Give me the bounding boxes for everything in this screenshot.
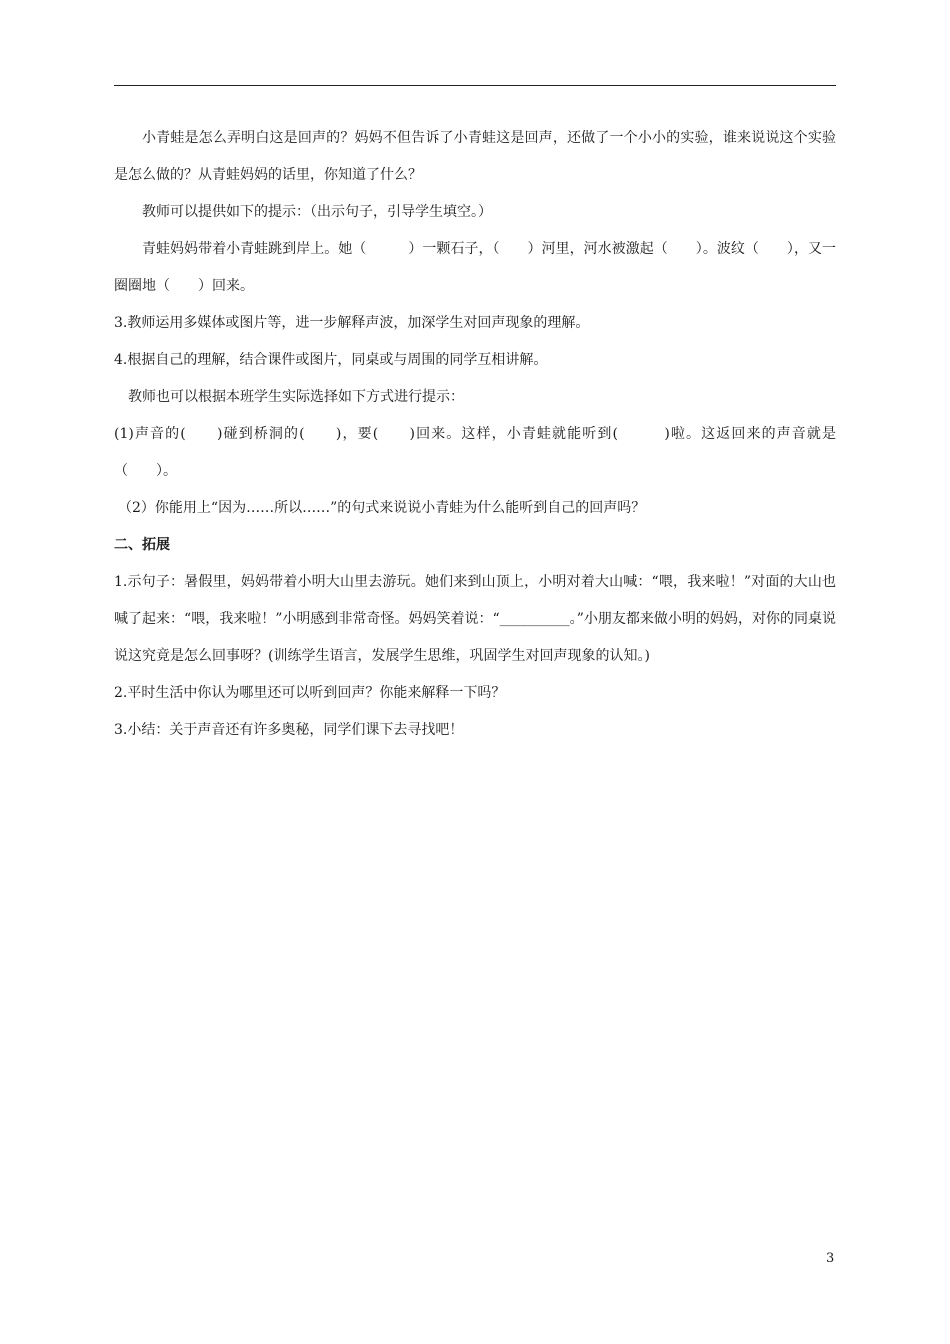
paragraph-option-2: （2）你能用上“因为……所以……”的句式来说说小青蛙为什么能听到自己的回声吗？ xyxy=(118,500,646,516)
paragraph-teacher-options: 教师也可以根据本班学生实际选择如下方式进行提示： xyxy=(128,389,464,405)
header-rule xyxy=(114,85,836,86)
paragraph-extension-2: 2.平时生活中你认为哪里还可以听到回声？你能来解释一下吗？ xyxy=(114,685,506,701)
paragraph-summary: 3.小结：关于声音还有许多奥秘，同学们课下去寻找吧！ xyxy=(114,722,464,738)
paragraph-option-1: (1)声音的( )碰到桥洞的( )，要( )回来。这样，小青蛙就能听到( )啦。这返回来的声音就是（ ）。 xyxy=(114,426,836,479)
paragraph-frog-question: 小青蛙是怎么弄明白这是回声的？妈妈不但告诉了小青蛙这是回声，还做了一个小小的实验，谁来说说这个实验是怎么做的？从青蛙妈妈的话里，你知道了什么？ xyxy=(114,130,836,183)
section-heading-extension: 二、拓展 xyxy=(114,537,170,553)
paragraph-step-3: 3.教师运用多媒体或图片等，进一步解释声波，加深学生对回声现象的理解。 xyxy=(114,315,590,331)
paragraph-teacher-hint: 教师可以提供如下的提示：（出示句子，引导学生填空。） xyxy=(142,204,492,220)
document-body xyxy=(114,120,836,749)
paragraph-extension-1: 1.示句子：暑假里，妈妈带着小明大山里去游玩。她们来到山顶上，小明对着大山喊：“喂，我来啦！”对面的大山也喊了起来：“喂，我来啦！”小明感到非常奇怪。妈妈笑着说：“__________。”小朋友都来做小明的妈妈，对你的同桌说说这究竟是怎么回事呀？(训练学生语言，发展学生思维，巩固学生对回声现象的认知。) xyxy=(114,574,836,664)
paragraph-fill-in-frog-mother: 青蛙妈妈带着小青蛙跳到岸上。她（ ）一颗石子，（ ）河里，河水被激起（ ）。波纹（ ），又一圈圈地（ ）回来。 xyxy=(114,241,836,294)
page-number: 3 xyxy=(826,1251,835,1266)
paragraph-step-4: 4.根据自己的理解，结合课件或图片，同桌或与周围的同学互相讲解。 xyxy=(114,352,548,368)
